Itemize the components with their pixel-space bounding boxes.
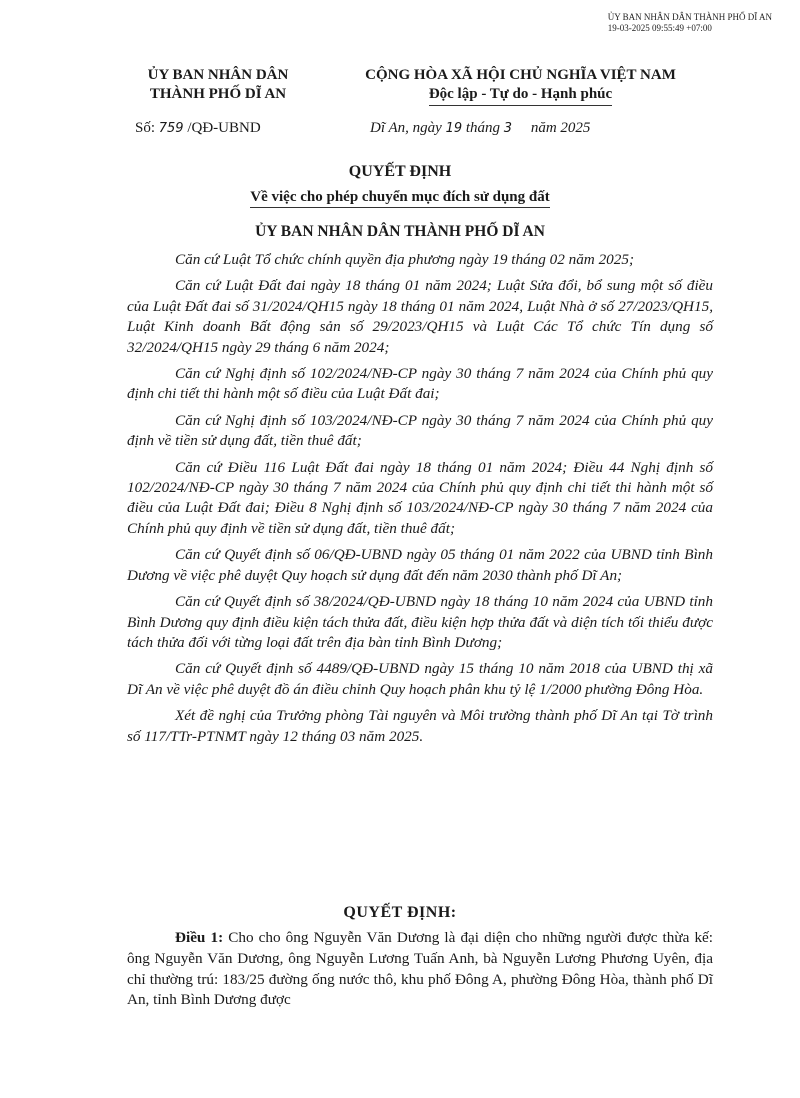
number-handwritten: 759	[158, 121, 184, 136]
basis-paragraph: Căn cứ Quyết định số 38/2024/QĐ-UBND ngày 18 tháng 10 năm 2024 của UBND tỉnh Bình Dương quy định điều kiện tách thửa đất, điều kiện hợp thửa đất và diện tích tối thiểu được tách thửa đối với từng loại đất trên địa bàn tỉnh Bình Dương;	[127, 593, 713, 651]
national-header	[318, 66, 723, 106]
basis-paragraph: Căn cứ Quyết định số 06/QĐ-UBND ngày 05 tháng 01 năm 2022 của UBND tỉnh Bình Dương về việc phê duyệt Quy hoạch sử dụng đất đến năm 2030 thành phố Dĩ An;	[127, 546, 713, 584]
signature-timestamp: 19-03-2025 09:55:49 +07:00	[607, 23, 712, 33]
digital-signature-stamp	[608, 12, 772, 34]
nation-name: CỘNG HÒA XÃ HỘI CHỦ NGHĨA VIỆT NAM	[365, 67, 676, 83]
legal-basis	[127, 250, 713, 753]
date-prefix: Dĩ An, ngày	[370, 120, 442, 136]
date-year: năm 2025	[530, 120, 591, 136]
signature-line-1: ỦY BAN NHÂN DÂN THÀNH PHỐ DĨ AN	[607, 12, 772, 22]
document-subtitle	[0, 189, 800, 208]
document-title: QUYẾT ĐỊNH	[348, 163, 452, 180]
date-day: 19	[445, 121, 463, 136]
basis-paragraph: Căn cứ Luật Tổ chức chính quyền địa phương ngày 19 tháng 02 năm 2025;	[175, 251, 635, 268]
date-month: 3	[503, 121, 513, 136]
issuing-agency	[118, 66, 318, 104]
decision-heading: QUYẾT ĐỊNH:	[343, 904, 457, 921]
basis-paragraph: Căn cứ Điều 116 Luật Đất đai ngày 18 tháng 01 năm 2024; Điều 44 Nghị định số 102/2024/NĐ-CP ngày 30 tháng 7 năm 2024 của Chính phủ quy định chi tiết thi hành một số điều của Luật Đất đai; Điều 8 Nghị định số 103/2024/NĐ-CP ngày 30 tháng 7 năm 2024 của Chính phủ quy định về tiền sử dụng đất, tiền thuê đất;	[127, 458, 713, 537]
article-1	[127, 928, 713, 1011]
article-1-label: Điều 1:	[175, 929, 224, 946]
subtitle-text: Về việc cho phép chuyển mục đích sử dụng đất	[250, 189, 549, 208]
basis-paragraph: Căn cứ Quyết định số 4489/QĐ-UBND ngày 15 tháng 10 năm 2018 của UBND thị xã Dĩ An về việc phê duyệt đồ án điều chỉnh Quy hoạch phân khu tỷ lệ 1/2000 phường Đông Hòa.	[127, 660, 713, 698]
document-date	[370, 120, 590, 137]
date-month-label: tháng	[465, 120, 501, 136]
document-number	[135, 120, 261, 137]
basis-paragraph: Xét đề nghị của Trưởng phòng Tài nguyên và Môi trường thành phố Dĩ An tại Tờ trình số 117/TTr-PTNMT ngày 12 tháng 03 năm 2025.	[127, 707, 713, 745]
number-suffix: /QĐ-UBND	[187, 120, 261, 136]
number-label: Số:	[135, 120, 156, 136]
basis-paragraph: Căn cứ Nghị định số 103/2024/NĐ-CP ngày 30 tháng 7 năm 2024 của Chính phủ quy định về tiền sử dụng đất, tiền thuê đất;	[127, 411, 713, 450]
national-motto: Độc lập - Tự do - Hạnh phúc	[429, 85, 612, 106]
issuing-authority: ỦY BAN NHÂN DÂN THÀNH PHỐ DĨ AN	[255, 223, 545, 240]
agency-line-1: ỦY BAN NHÂN DÂN	[147, 67, 289, 83]
article-1-text: Cho cho ông Nguyễn Văn Dương là đại diện cho những người được thừa kế: ông Nguyễn Văn Dương, ông Nguyễn Lương Tuấn Anh, bà Nguyễn Lương Phương Uyên, địa chỉ thường trú: 183/25 đường ống nước thô, khu phố Đông A, phường Đông Hòa, thành phố Dĩ An, tỉnh Bình Dương được	[127, 929, 713, 1009]
agency-line-2: THÀNH PHỐ DĨ AN	[149, 86, 287, 102]
basis-paragraph: Căn cứ Luật Đất đai ngày 18 tháng 01 năm 2024; Luật Sửa đổi, bổ sung một số điều của Luật Đất đai số 31/2024/QH15 ngày 18 tháng 01 năm 2024, Luật Nhà ở số 27/2023/QH15, Luật Kinh doanh Bất động sản số 29/2023/QH15 và Luật Các Tổ chức Tín dụng số 32/2024/QH15 ngày 29 tháng 6 năm 2024;	[127, 277, 713, 356]
basis-paragraph: Căn cứ Nghị định số 102/2024/NĐ-CP ngày 30 tháng 7 năm 2024 của Chính phủ quy định chi tiết thi hành một số điều của Luật Đất đai;	[127, 365, 713, 403]
